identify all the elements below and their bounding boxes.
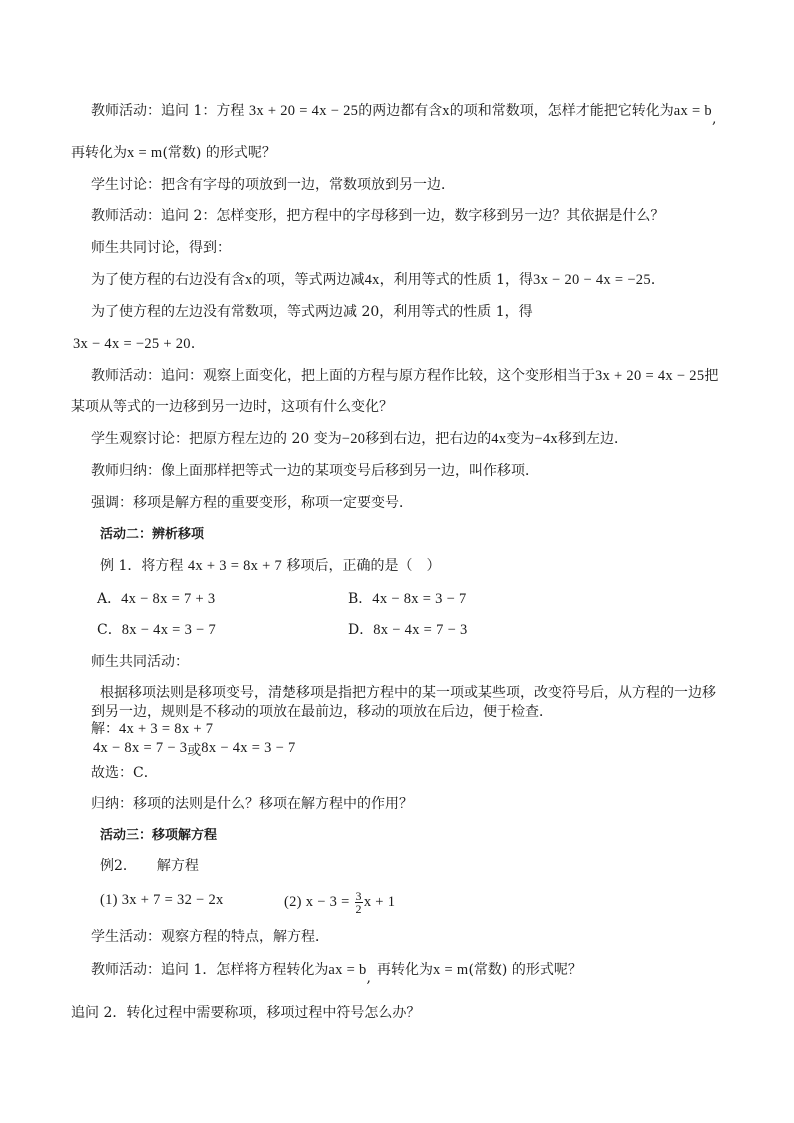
answer: 故选：C．	[91, 765, 158, 781]
fraction-denominator: 2	[355, 902, 362, 916]
equation: 4x + 3 = 8x + 7	[119, 721, 214, 737]
option-c	[97, 620, 216, 640]
text: 变为	[506, 431, 535, 447]
equation: 3x + 20 = 4x − 25	[595, 368, 705, 384]
text: 移项后，正确的是（ ）	[282, 558, 441, 574]
equation: x = m	[127, 145, 163, 161]
paragraph-teacher-question-5: 追问 2．转化过程中需要称项，移项过程中符号怎么办？	[71, 1005, 421, 1021]
equation-1: (1) 3x + 7 = 32 − 2x	[100, 892, 224, 908]
option-equation: 4x − 8x = 7 + 3	[121, 591, 216, 607]
paragraph-joint-discussion: 师生共同讨论，得到：	[91, 240, 231, 256]
option-label: B．	[348, 591, 373, 607]
text: 教师活动：追问 1．怎样将方程转化为	[91, 962, 329, 978]
equation: 8x − 4x = 3 − 7	[201, 740, 296, 756]
paragraph-teacher-question-2: 教师活动：追问 2：怎样变形，把方程中的字母移到一边，数字移到另一边？其依据是什么？	[91, 208, 665, 224]
term: −4x	[534, 431, 558, 447]
equation: ax = b	[328, 962, 367, 978]
solution-line-2	[93, 740, 296, 759]
equation: 3x − 20 − 4x = −25	[533, 272, 651, 288]
text: ,	[711, 111, 717, 127]
text: 移到左边．	[557, 431, 628, 447]
variable: x	[442, 103, 450, 119]
text: 教师活动：追问：观察上面变化，把上面的方程与原方程作比较，这个变形相当于	[91, 368, 595, 384]
text: 学生观察讨论：把原方程左边的 20 变为	[91, 431, 342, 447]
option-label: D．	[348, 622, 374, 638]
paragraph-summary-question: 归纳：移项的法则是什么？移项在解方程中的作用？	[91, 796, 413, 812]
fraction	[355, 890, 363, 915]
paragraph-step-1	[91, 270, 665, 290]
text: (常数) 的形式呢？	[162, 145, 276, 161]
option-label: A．	[97, 591, 122, 607]
text: 例2．	[100, 858, 137, 874]
paragraph-student-activity: 学生活动：观察方程的特点，解方程．	[91, 929, 329, 945]
term: −20	[341, 431, 366, 447]
paragraph-student-discussion: 学生讨论：把含有字母的项放到一边，常数项放到另一边．	[91, 177, 455, 193]
text: ．	[650, 272, 665, 288]
text: 为了使方程的右边没有含	[91, 272, 245, 288]
text: 例 1．将方程	[100, 558, 188, 574]
text: ,	[366, 970, 371, 986]
equation: 3x − 4x = −25 + 20	[73, 336, 191, 352]
option-equation: 8x − 4x = 3 − 7	[121, 622, 217, 638]
solution-line-1	[91, 721, 213, 737]
equation: ax = b	[673, 103, 712, 119]
paragraph-continuation	[71, 143, 276, 163]
paragraph-student-observation	[91, 429, 628, 449]
paragraph-rule-1: 根据移项法则是移项变号，清楚移项是指把方程中的某一项或某些项，改变符号后，从方程的一边移	[100, 685, 716, 701]
text: 解方程	[156, 858, 199, 874]
paragraph-teacher-question-4	[91, 960, 582, 986]
text: 解：	[91, 721, 119, 737]
option-equation: 8x − 4x = 7 − 3	[373, 622, 468, 638]
option-a	[97, 589, 215, 609]
paragraph-rule-2: 到另一边，规则是不移动的项放在最前边，移动的项放在后边，便于检查．	[91, 704, 553, 720]
term: 4x	[491, 431, 507, 447]
option-label: C．	[97, 622, 122, 638]
text: (2) x − 3 =	[284, 893, 354, 910]
text: 或	[187, 743, 202, 759]
paragraph-teacher-question-3	[91, 366, 718, 386]
option-d	[348, 620, 468, 640]
paragraph-teacher-question-1	[91, 101, 717, 127]
paragraph-continuation-2: 某项从等式的一边移到另一边时，这项有什么变化？	[71, 399, 393, 415]
variable: x	[245, 272, 253, 288]
text: 再转化为	[71, 145, 127, 161]
text: 移到右边，把右边的	[365, 431, 492, 447]
text: (常数) 的形式呢？	[468, 962, 582, 978]
paragraph-joint-activity: 师生共同活动：	[91, 654, 189, 670]
equation: 3x + 20 = 4x − 25	[248, 103, 359, 119]
example-2-heading	[100, 856, 199, 876]
text: 再转化为	[376, 962, 433, 978]
section-heading-activity-2: 活动二：辨析移项	[100, 527, 205, 542]
text: ．	[190, 336, 205, 352]
text: 的两边都有含	[358, 103, 443, 119]
equation-2	[284, 890, 395, 915]
example-1-question	[100, 556, 441, 576]
text: 的项和常数项，怎样才能把它转化为	[449, 103, 674, 119]
paragraph-step-2-equation	[73, 334, 205, 354]
option-equation: 4x − 8x = 3 − 7	[372, 591, 467, 607]
term: 4x	[364, 272, 380, 288]
equation: x = m	[432, 962, 469, 978]
paragraph-emphasis: 强调：移项是解方程的重要变形，称项一定要变号．	[91, 495, 413, 511]
text: 的项，等式两边减	[252, 272, 365, 288]
fraction-numerator: 3	[355, 889, 362, 903]
text: 教师活动：追问 1：方程	[91, 103, 249, 119]
equation: 4x + 3 = 8x + 7	[187, 558, 283, 574]
section-heading-activity-3: 活动三：移项解方程	[100, 828, 218, 843]
text: 把	[704, 368, 719, 384]
text: x + 1	[363, 893, 396, 910]
paragraph-teacher-summary: 教师归纳：像上面那样把等式一边的某项变号后移到另一边，叫作移项．	[91, 463, 539, 479]
option-b	[348, 589, 467, 609]
equation: 4x − 8x = 7 − 3	[93, 740, 188, 756]
paragraph-step-2: 为了使方程的左边没有常数项，等式两边减 20，利用等式的性质 1，得	[91, 304, 533, 320]
text: ，利用等式的性质 1，得	[379, 272, 534, 288]
